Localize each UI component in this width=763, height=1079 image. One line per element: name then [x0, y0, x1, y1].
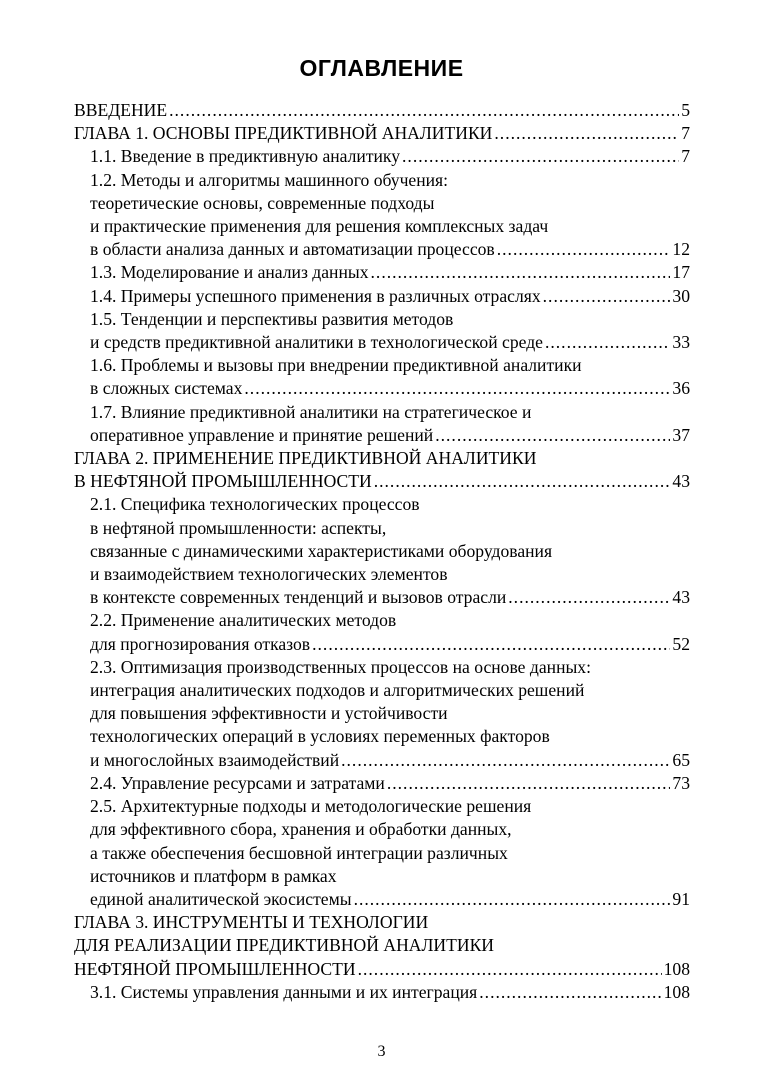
toc-entry-line: для эффективного сбора, хранения и обработки данных, [90, 819, 512, 840]
page-number: 3 [377, 1043, 386, 1060]
toc-page-number: 36 [672, 378, 690, 399]
toc-entry-text: в контексте современных тенденций и вызовов отрасли [90, 587, 507, 608]
toc-section-entry[interactable] [74, 656, 690, 772]
toc-entry-line: ГЛАВА 2. ПРИМЕНЕНИЕ ПРЕДИКТИВНОЙ АНАЛИТИКИ [74, 448, 537, 469]
toc-entry-text: в области анализа данных и автоматизации процессов [90, 239, 495, 260]
toc-entry-line: 2.2. Применение аналитических методов [90, 610, 397, 631]
toc-section-entry[interactable] [74, 261, 690, 284]
toc-entry-final-line [74, 470, 690, 493]
toc-entry-final-line [90, 285, 690, 308]
toc-entry-text: В НЕФТЯНОЙ ПРОМЫШЛЕННОСТИ [74, 471, 372, 492]
toc-entry-line: связанные с динамическими характеристиками оборудования [90, 540, 553, 561]
toc-entry-text: 1.3. Моделирование и анализ данных [90, 262, 369, 283]
toc-entry-final-line [90, 633, 690, 656]
toc-entry-line: теоретические основы, современные подходы [90, 192, 435, 213]
toc-entry-final-line [74, 958, 690, 981]
dot-leader [358, 958, 662, 981]
toc-entry-final-line [90, 772, 690, 795]
toc-entry-final-line [74, 99, 690, 122]
dot-leader [508, 586, 670, 609]
toc-chapter-entry[interactable] [74, 447, 690, 493]
toc-entry-text: и многослойных взаимодействий [90, 749, 340, 770]
toc-section-entry[interactable] [74, 285, 690, 308]
toc-page-number: 30 [672, 285, 690, 306]
toc-entry-line: и взаимодействием технологических элементов [90, 564, 448, 585]
toc-section-entry[interactable] [74, 609, 690, 655]
table-of-contents [74, 99, 690, 1004]
toc-entry-text: оперативное управление и принятие решений [90, 424, 434, 445]
dot-leader [479, 981, 661, 1004]
toc-entry-line: интеграция аналитических подходов и алгоритмических решений [90, 680, 585, 701]
toc-page-number: 33 [672, 332, 690, 353]
toc-section-entry[interactable] [74, 354, 690, 400]
dot-leader [543, 285, 671, 308]
toc-entry-text: для прогнозирования отказов [90, 633, 311, 654]
dot-leader [374, 470, 671, 493]
toc-entry-text: ВВЕДЕНИЕ [74, 100, 168, 120]
toc-page-number: 108 [663, 981, 690, 1002]
toc-section-entry[interactable] [74, 493, 690, 609]
dot-leader [341, 749, 670, 772]
toc-entry-text: 1.1. Введение в предиктивную аналитику [90, 146, 401, 167]
toc-entry-line: ДЛЯ РЕАЛИЗАЦИИ ПРЕДИКТИВНОЙ АНАЛИТИКИ [74, 935, 495, 956]
toc-entry-text: 1.4. Примеры успешного применения в различных отраслях [90, 285, 541, 306]
toc-page-number: 65 [672, 749, 690, 770]
dot-leader [497, 238, 671, 261]
toc-entry-text: 3.1. Системы управления данными и их интеграция [90, 981, 478, 1002]
toc-section-entry[interactable] [74, 772, 690, 795]
toc-entry-line: 2.1. Специфика технологических процессов [90, 494, 420, 515]
toc-entry-text: ГЛАВА 1. ОСНОВЫ ПРЕДИКТИВНОЙ АНАЛИТИКИ [74, 123, 493, 144]
toc-entry-final-line [90, 981, 690, 1004]
toc-entry-line: 1.2. Методы и алгоритмы машинного обучения: [90, 169, 449, 190]
toc-entry-final-line [90, 888, 690, 911]
toc-page-number: 52 [672, 633, 690, 654]
toc-section-entry[interactable] [74, 795, 690, 911]
toc-page-number: 17 [672, 262, 690, 283]
toc-section-entry[interactable] [74, 145, 690, 168]
toc-section-entry[interactable] [74, 308, 690, 354]
toc-section-entry[interactable] [74, 169, 690, 262]
dot-leader [354, 888, 671, 911]
toc-page-number: 7 [681, 123, 690, 144]
dot-leader [545, 331, 670, 354]
toc-entry-final-line [90, 424, 690, 447]
toc-entry-final-line [90, 586, 690, 609]
toc-entry-text: 2.4. Управление ресурсами и затратами [90, 772, 385, 793]
dot-leader [435, 424, 670, 447]
toc-page-number: 108 [663, 958, 690, 979]
dot-leader [371, 261, 671, 284]
toc-entry-line: для повышения эффективности и устойчивости [90, 703, 448, 724]
dot-leader [402, 145, 679, 168]
toc-chapter-entry[interactable] [74, 911, 690, 981]
toc-entry-text: в сложных системах [90, 378, 243, 399]
toc-entry-text: и средств предиктивной аналитики в технологической среде [90, 332, 543, 353]
toc-entry-final-line [90, 331, 690, 354]
toc-entry-final-line [90, 238, 690, 261]
toc-entry-line: и практические применения для решения комплексных задач [90, 216, 549, 237]
toc-page-number: 91 [672, 888, 690, 909]
toc-page-number: 37 [672, 424, 690, 445]
dot-leader [244, 377, 670, 400]
dot-leader [312, 633, 670, 656]
toc-entry-line: 2.3. Оптимизация производственных процессов на основе данных: [90, 656, 591, 677]
dot-leader [494, 122, 679, 145]
toc-entry-line: в нефтяной промышленности: аспекты, [90, 517, 387, 538]
toc-entry-final-line [90, 377, 690, 400]
toc-entry-final-line [74, 122, 690, 145]
toc-entry-text: НЕФТЯНОЙ ПРОМЫШЛЕННОСТИ [74, 958, 356, 979]
toc-page-number: 43 [672, 587, 690, 608]
toc-page-number: 12 [672, 239, 690, 260]
toc-entry-line: 1.6. Проблемы и вызовы при внедрении предиктивной аналитики [90, 355, 582, 376]
toc-page-number: 7 [681, 146, 690, 167]
toc-page-number: 43 [672, 471, 690, 492]
toc-page-number: 5 [681, 100, 690, 120]
toc-entry-line: 1.7. Влияние предиктивной аналитики на стратегическое и [90, 401, 532, 422]
toc-entry-line: а также обеспечения бесшовной интеграции различных [90, 842, 508, 863]
toc-page-number: 73 [672, 772, 690, 793]
toc-entry-final-line [90, 261, 690, 284]
toc-section-entry[interactable] [74, 981, 690, 1004]
dot-leader [169, 99, 679, 122]
toc-section-entry[interactable] [74, 401, 690, 447]
toc-chapter-entry[interactable] [74, 122, 690, 145]
toc-chapter-entry[interactable] [74, 99, 690, 122]
toc-entry-line: 1.5. Тенденции и перспективы развития методов [90, 308, 454, 329]
toc-entry-final-line [90, 749, 690, 772]
toc-entry-final-line [90, 145, 690, 168]
dot-leader [387, 772, 671, 795]
toc-entry-line: источников и платформ в рамках [90, 865, 337, 886]
toc-entry-line: 2.5. Архитектурные подходы и методологические решения [90, 796, 532, 817]
page-title: ОГЛАВЛЕНИЕ [299, 55, 464, 81]
toc-entry-line: ГЛАВА 3. ИНСТРУМЕНТЫ И ТЕХНОЛОГИИ [74, 912, 429, 933]
toc-entry-line: технологических операций в условиях переменных факторов [90, 726, 550, 747]
toc-entry-text: единой аналитической экосистемы [90, 888, 352, 909]
